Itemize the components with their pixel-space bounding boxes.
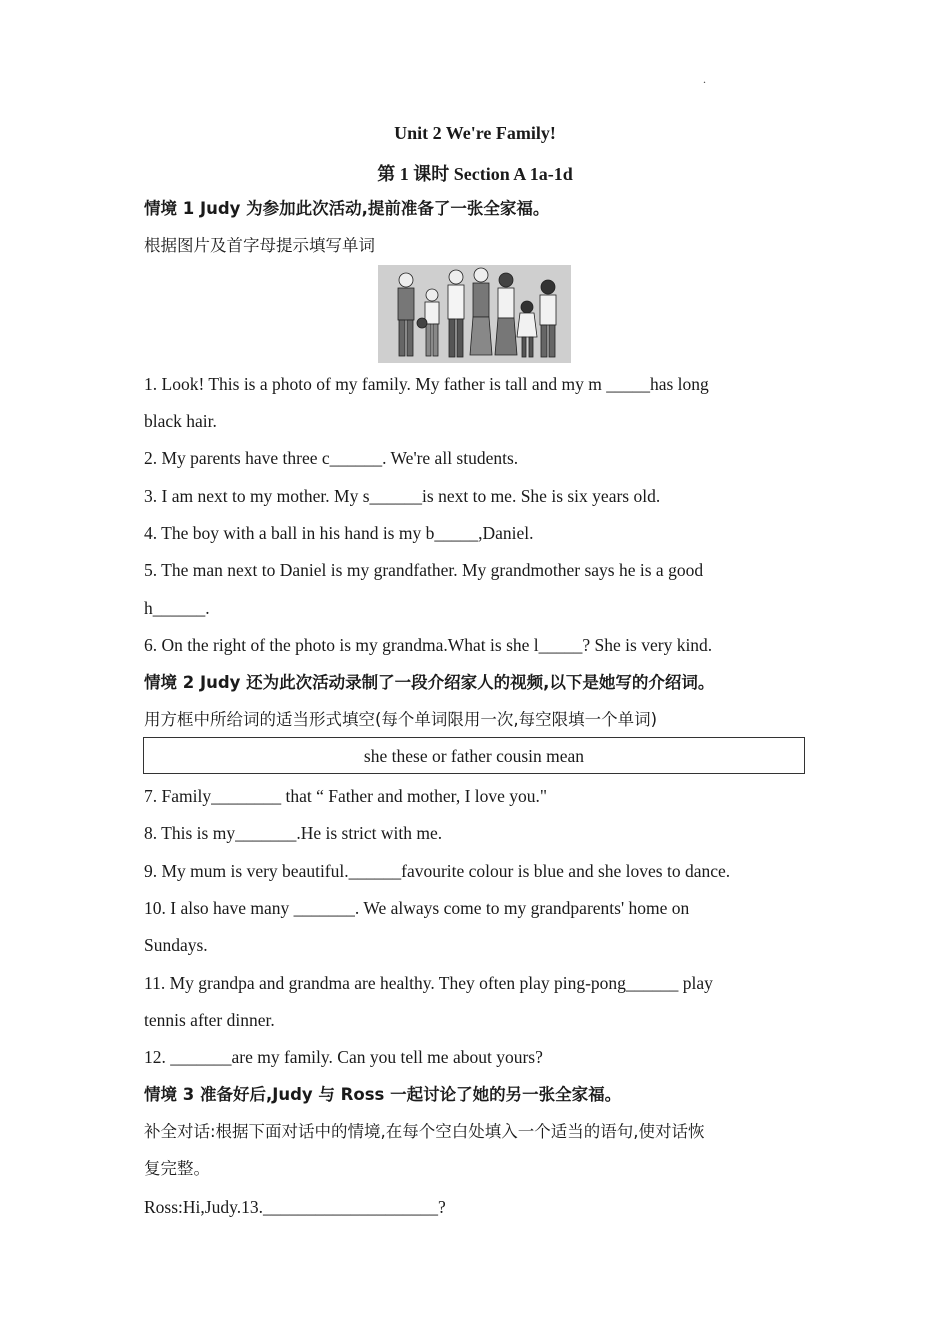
situation2-heading: 情境 2 Judy 还为此次活动录制了一段介绍家人的视频,以下是她写的介绍词。 (144, 673, 715, 692)
question-9: 9. My mum is very beautiful.______favourite colour is blue and she loves to dance. (144, 861, 731, 881)
question-4: 4. The boy with a ball in his hand is my b_____,Daniel. (144, 523, 534, 543)
situation1-heading: 情境 1 Judy 为参加此次活动,提前准备了一张全家福。 (144, 199, 550, 218)
situation3-heading: 情境 3 准备好后,Judy 与 Ross 一起讨论了她的另一张全家福。 (144, 1085, 622, 1104)
situation1-instruction: 根据图片及首字母提示填写单词 (144, 236, 375, 255)
question-10-line-b: Sundays. (144, 935, 208, 955)
lesson-subtitle: 第 1 课时 Section A 1a-1d (377, 164, 573, 184)
question-2: 2. My parents have three c______. We're all students. (144, 448, 519, 468)
dialogue-line-13: Ross:Hi,Judy.13.____________________? (144, 1197, 446, 1217)
situation3-instruction-b: 复完整。 (144, 1159, 210, 1178)
question-5-line-a: 5. The man next to Daniel is my grandfather. My grandmother says he is a good (144, 560, 704, 580)
question-5-line-b: h______. (144, 598, 210, 618)
question-7: 7. Family________ that “ Father and mother, I love you." (144, 786, 548, 806)
question-11-line-b: tennis after dinner. (144, 1010, 275, 1030)
family-photo (378, 265, 571, 363)
header-dot: . (703, 72, 706, 86)
question-1-line-b: black hair. (144, 411, 217, 431)
word-bank-box: she these or father cousin mean (143, 737, 805, 774)
situation2-instruction: 用方框中所给词的适当形式填空(每个单词限用一次,每空限填一个单词) (144, 710, 658, 729)
question-12: 12. _______are my family. Can you tell me about yours? (144, 1047, 543, 1067)
question-11-line-a: 11. My grandpa and grandma are healthy. They often play ping-pong______ play (144, 973, 713, 993)
situation3-instruction-a: 补全对话:根据下面对话中的情境,在每个空白处填入一个适当的语句,使对话恢 (144, 1122, 705, 1141)
question-1-line-a: 1. Look! This is a photo of my family. My father is tall and my m _____has long (144, 374, 709, 394)
question-8: 8. This is my_______.He is strict with me. (144, 823, 443, 843)
question-3: 3. I am next to my mother. My s______is next to me. She is six years old. (144, 486, 661, 506)
page-title: Unit 2 We're Family! (394, 123, 556, 143)
question-6: 6. On the right of the photo is my grandma.What is she l_____? She is very kind. (144, 635, 713, 655)
question-10-line-a: 10. I also have many _______. We always come to my grandparents' home on (144, 898, 690, 918)
